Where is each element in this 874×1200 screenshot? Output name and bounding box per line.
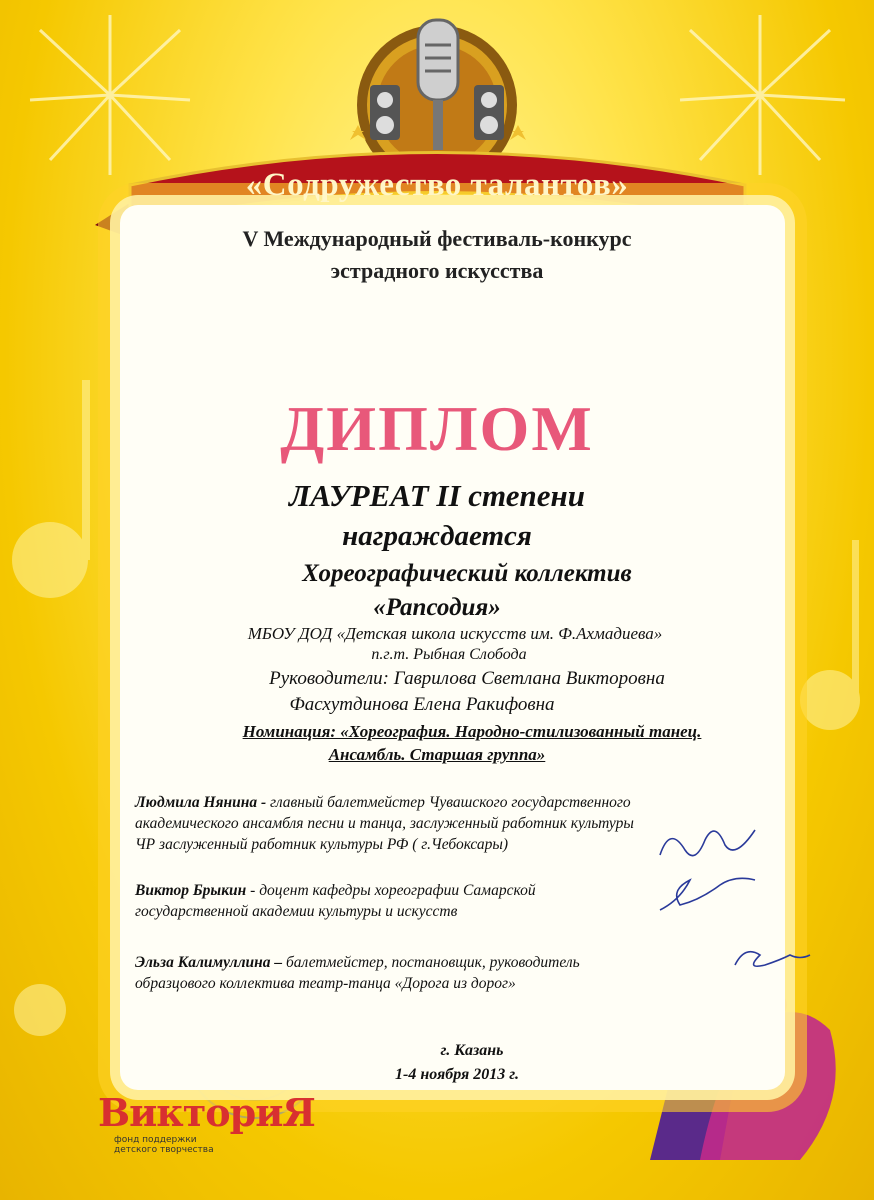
city: г. Казань [440, 1042, 504, 1059]
jury-name: Виктор Брыкин [135, 882, 247, 899]
victoria-logo [98, 1090, 315, 1155]
logo-subtitle-line1: фонд поддержки [114, 1135, 197, 1145]
institution: МБОУ ДОД «Детская школа искусств им. Ф.Ахмадиева» [247, 624, 663, 643]
signature-icon [660, 878, 755, 910]
jury-name: Эльза Калимуллина – [135, 954, 283, 971]
logo-title: ВикториЯ [98, 1090, 315, 1135]
jury-role: академического ансамбля песни и танца, заслуженный работник культуры [135, 815, 634, 832]
nomination-line1: Номинация: «Хореография. Народно-стилизованный танец. [242, 722, 702, 741]
leaders-line2: Фасхутдинова Елена Ракифовна [289, 694, 555, 715]
signature-icon [660, 830, 755, 856]
collective-type: Хореографический коллектив [302, 560, 632, 587]
festival-subtitle-line1: V Международный фестиваль-конкурс [242, 226, 632, 251]
diploma-title: ДИПЛОМ [280, 393, 594, 464]
banner-title: «Содружество талантов» [245, 167, 629, 203]
festival-subtitle-line2: эстрадного искусства [330, 258, 544, 283]
nomination-line2: Ансамбль. Старшая группа» [328, 745, 546, 764]
rank: ЛАУРЕАТ II степени [289, 478, 585, 513]
jury-role: образцового коллектива театр-танца «Дорога из дорог» [135, 975, 516, 992]
jury-name: Людмила Нянина - [135, 794, 267, 811]
signature-icon [735, 952, 810, 967]
jury-role: главный балетмейстер Чувашского государственного [266, 794, 631, 811]
jury-role: государственной академии культуры и искусств [135, 903, 458, 920]
leaders-line1: Руководители: Гаврилова Светлана Викторовна [269, 668, 665, 689]
locality: п.г.т. Рыбная Слобода [371, 646, 527, 663]
collective-name: «Рапсодия» [373, 594, 501, 621]
awarded-label: награждается [342, 520, 532, 552]
logo-subtitle-line2: детского творчества [114, 1145, 214, 1155]
jury-role: - доцент кафедры хореографии Самарской [246, 882, 536, 899]
jury-role: балетмейстер, постановщик, руководитель [282, 954, 580, 971]
dates: 1-4 ноября 2013 г. [395, 1066, 519, 1083]
jury-role: ЧР заслуженный работник культуры РФ ( г.Чебоксары) [135, 836, 509, 853]
